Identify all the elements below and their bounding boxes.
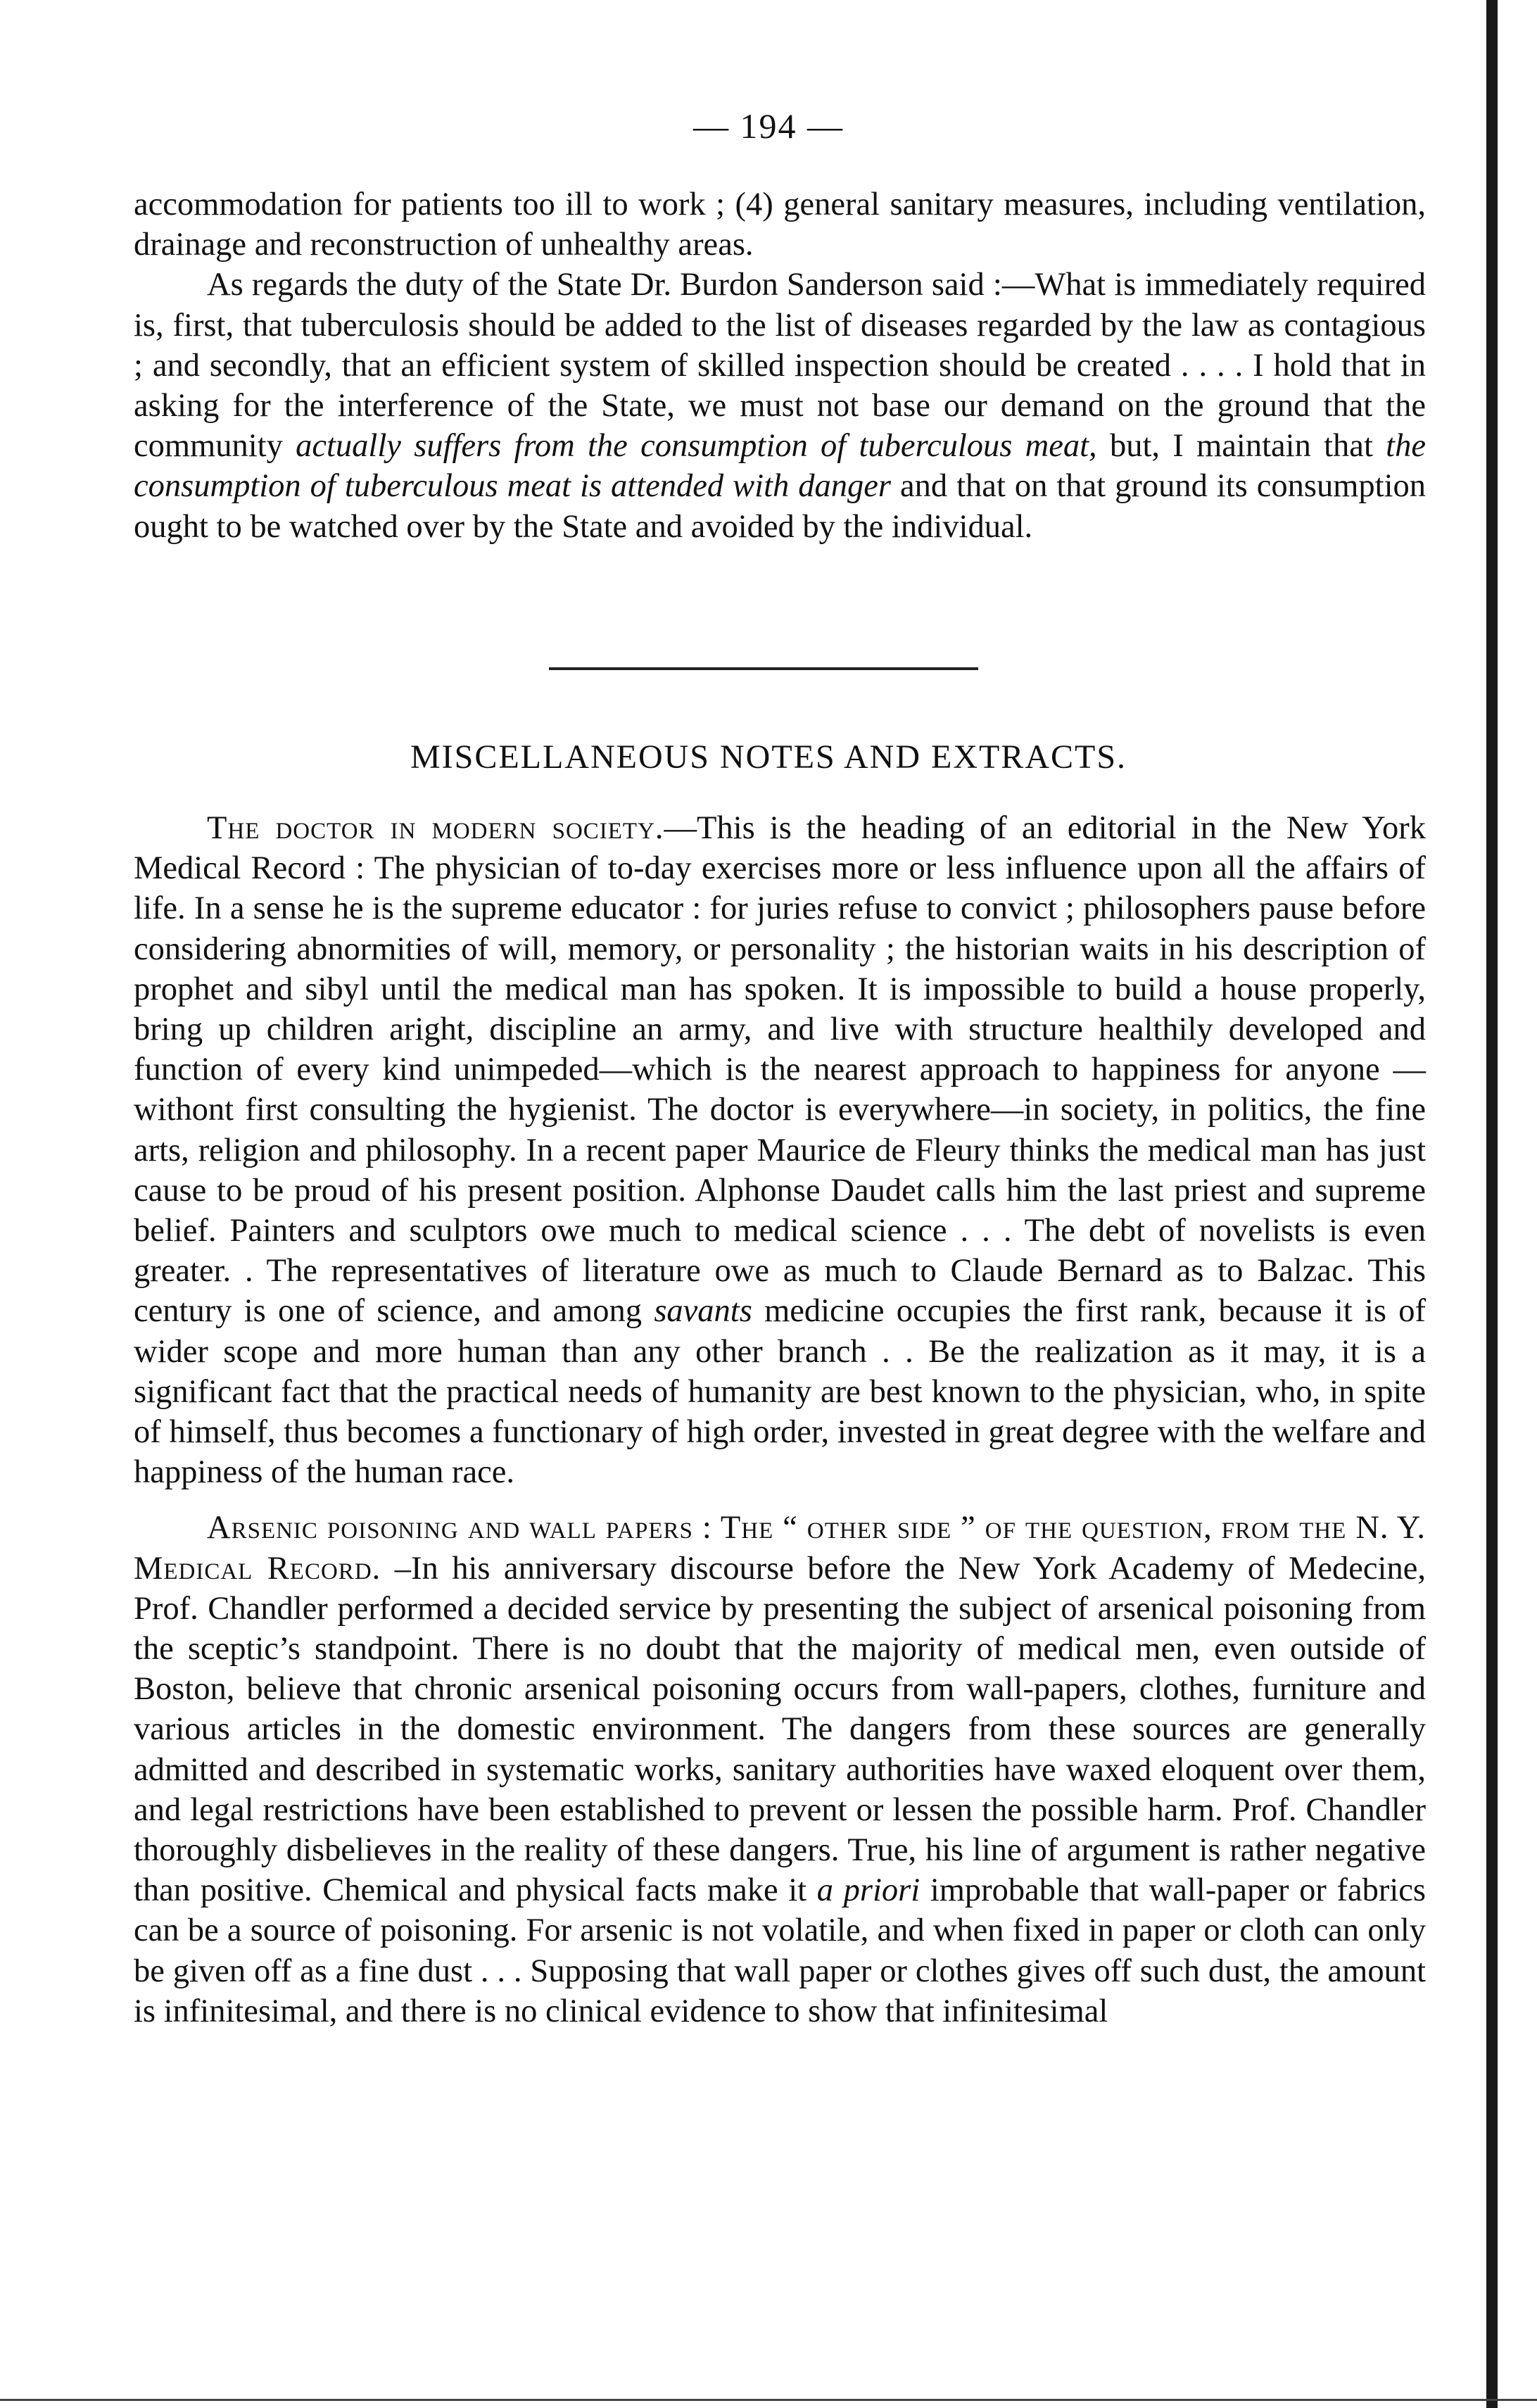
quote-emphasis-1: actually suffers from the consumption of tuberculous meat, xyxy=(296,428,1097,465)
quote-text-c: and that on that ground its consumption ought to be watched over by the State and avoided by the individual. xyxy=(134,468,1426,545)
section-divider xyxy=(549,667,978,670)
note-doctor-title: The doctor in modern society. xyxy=(207,810,664,846)
page-edge-bar xyxy=(1486,0,1498,2408)
notes-body xyxy=(134,808,1426,2031)
quote-text-a: As regards the duty of the State Dr. Burdon Sanderson said :—What is immediately required is, first, that tuberculosis should be added to the list of diseases regarded by the law as contagious ; and secondly, that an efficient system of skilled inspection should be created . . . . I hold that in asking for the interference of the State, we must not base our demand on the ground that the community xyxy=(134,267,1426,465)
note-doctor-body: —This is the heading of an editorial in the New York Medical Record : The physician of to-day exercises more or less influence upon all the affairs of life. In a sense he is the supreme educator : for juries refuse to convict ; philosophers pause before considering abnormities of will, memory, or personality ; the historian waits in his description of prophet and sibyl until the medical man has spoken. It is impossible to build a house properly, bring up children aright, discipline an army, and live with structure healthily developed and function of every kind unimpeded—which is the nearest approach to happiness for anyone —withont first consulting the hygienist. The doctor is everywhere—in society, in politics, the fine arts, religion and philosophy. In a recent paper Maurice de Fleury thinks the medical man has just cause to be proud of his present position. Alphonse Daudet calls him the last priest and supreme belief. Painters and sculptors owe much to medical science . . . The debt of novelists is even greater. . The representatives of literature owe as much to Claude Bernard as to Balzac. This century is one of science, and among xyxy=(134,810,1426,1330)
continued-text xyxy=(134,184,1426,547)
paragraph-sanderson-quote xyxy=(134,265,1426,546)
page-number: — 194 — xyxy=(693,106,844,146)
quote-text-b: but, I maintain that xyxy=(1096,428,1386,465)
paragraph-continued: accommodation for patients too ill to work ; (4) general sanitary measures, including ventilation, drainage and reconstruction of unhealthy areas. xyxy=(134,187,1426,263)
note-doctor-emphasis: savants xyxy=(654,1293,752,1330)
note-arsenic-body: –In his anniversary discourse before the New York Academy of Medecine, Prof. Chandler performed a decided service by presenting the subject of arsenical poisoning from the sceptic’s standpoint. There is no doubt that the majority of medical men, even outside of Boston, believe that chronic arsenical poisoning occurs from wall-papers, clothes, furniture and various articles in the domestic environment. The dangers from these sources are generally admitted and described in systematic works, sanitary authorities have waxed eloquent over them, and legal restrictions have been established to prevent or lessen the possible harm. Prof. Chandler thoroughly disbelieves in the reality of these dangers. True, his line of argument is rather negative than positive. Chemical and physical facts make it xyxy=(134,1550,1426,1909)
note-doctor-in-modern-society xyxy=(134,808,1426,1492)
note-arsenic-title: Arsenic poisoning and wall papers : The “ other side ” of the question, from the N. Y. Medical Record. xyxy=(134,1510,1426,1587)
page-bottom-edge xyxy=(0,2399,1537,2401)
note-arsenic-poisoning xyxy=(134,1508,1426,2031)
note-arsenic-body-end: improbable that wall-paper or fabrics can be a source of poisoning. For arsenic is not volatile, and when fixed in paper or cloth can only be given off as a fine dust . . . Supposing that wall paper or clothes gives off such dust, the amount is infinitesimal, and there is no clinical evidence to show that infinitesimal xyxy=(134,1872,1426,2029)
quote-emphasis-2: the consumption of tuberculous meat is attended with danger xyxy=(134,428,1426,505)
note-arsenic-emphasis: a priori xyxy=(816,1872,921,1909)
section-heading: MISCELLANEOUS NOTES AND EXTRACTS. xyxy=(410,738,1127,776)
note-doctor-body-end: medicine occupies the first rank, because it is of wider scope and more human than any other branch . . Be the realization as it may, it is a significant fact that the practical needs of humanity are best known to the physician, who, in spite of himself, thus becomes a functionary of high order, invested in great degree with the welfare and happiness of the human race. xyxy=(134,1293,1426,1491)
